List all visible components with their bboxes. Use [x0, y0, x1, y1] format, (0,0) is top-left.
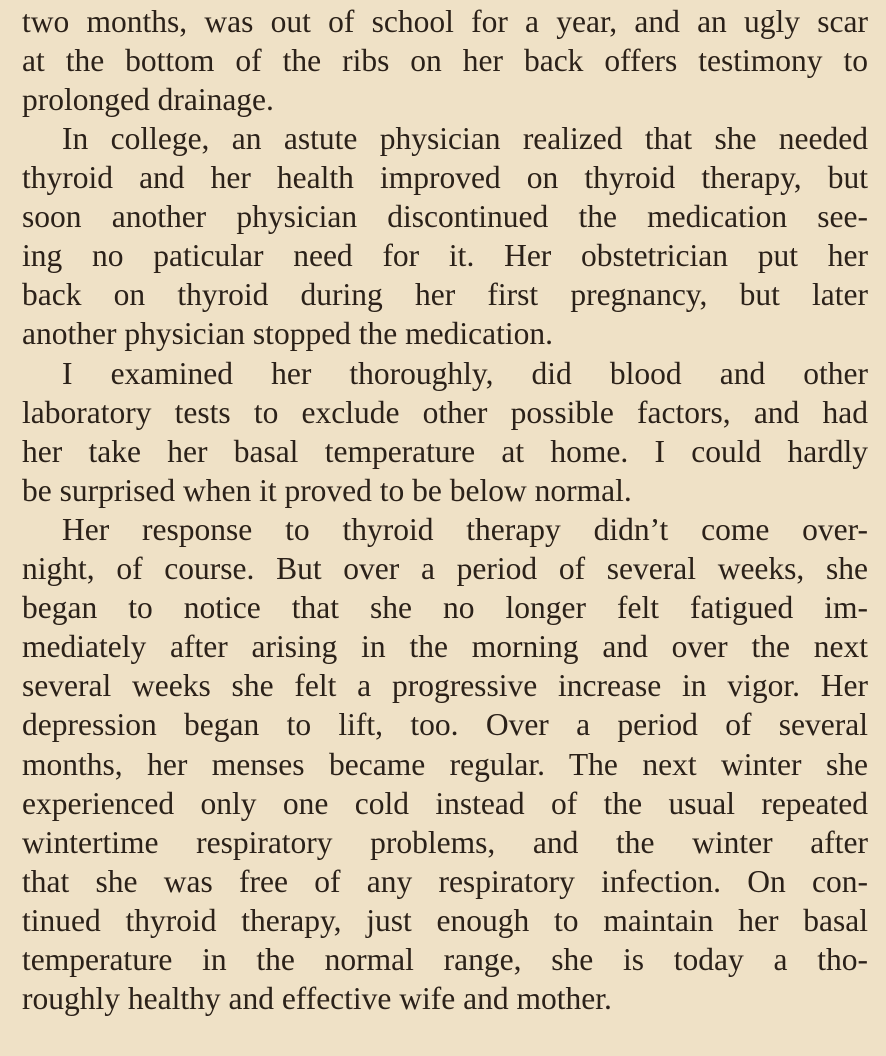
text-line: wintertime respiratory problems, and the winter after: [22, 825, 868, 860]
text-line: began to notice that she no longer felt fatigued im-: [22, 590, 868, 625]
text-line: another physician stopped the medication.: [22, 316, 553, 351]
paragraph-first-line: In college, an astute physician realized that she needed: [62, 121, 868, 156]
text-line: soon another physician discontinued the medication see-: [22, 199, 868, 234]
text-line: experienced only one cold instead of the usual repeated: [22, 786, 868, 821]
text-line: thyroid and her health improved on thyroid therapy, but: [22, 160, 868, 195]
text-line: be surprised when it proved to be below normal.: [22, 473, 632, 508]
text-line: depression began to lift, too. Over a period of several: [22, 707, 868, 742]
text-line: that she was free of any respiratory infection. On con-: [22, 864, 868, 899]
text-line: her take her basal temperature at home. I could hardly: [22, 434, 868, 469]
text-line: several weeks she felt a progressive increase in vigor. Her: [22, 668, 868, 703]
text-line: night, of course. But over a period of several weeks, she: [22, 551, 868, 586]
text-line: temperature in the normal range, she is today a tho-: [22, 942, 868, 977]
text-line: laboratory tests to exclude other possible factors, and had: [22, 395, 868, 430]
text-line: prolonged drainage.: [22, 82, 274, 117]
text-line: back on thyroid during her first pregnancy, but later: [22, 277, 868, 312]
paragraph-first-line: I examined her thoroughly, did blood and other: [62, 356, 868, 391]
text-line: roughly healthy and effective wife and mother.: [22, 981, 612, 1016]
text-line: ing no paticular need for it. Her obstetrician put her: [22, 238, 868, 273]
text-line: mediately after arising in the morning and over the next: [22, 629, 868, 664]
text-line: months, her menses became regular. The next winter she: [22, 747, 868, 782]
paragraph-first-line: Her response to thyroid therapy didn’t come over-: [62, 512, 868, 547]
text-line: tinued thyroid therapy, just enough to maintain her basal: [22, 903, 868, 938]
text-line: two months, was out of school for a year, and an ugly scar: [22, 4, 868, 39]
text-line: at the bottom of the ribs on her back offers testimony to: [22, 43, 868, 78]
